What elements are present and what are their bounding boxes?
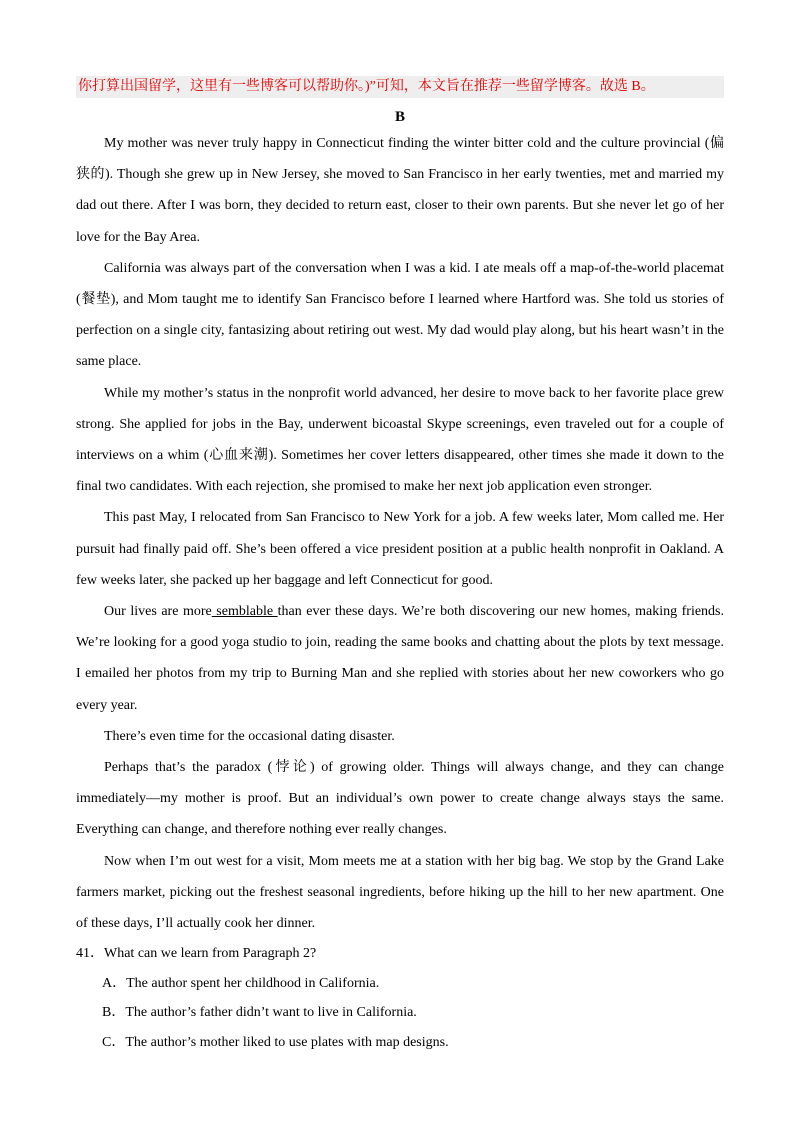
option-b: B．The author’s father didn’t want to live in California.	[102, 1005, 417, 1021]
paragraph-1: My mother was never truly happy in Connecticut finding the winter bitter cold and the culture provincial (偏狭的). Though she grew up in New Jersey, she moved to San Francisco in her early twenties, met and married my dad out there. After I was born, they decided to return east, closer to their own parents. But she never let go of her love for the Bay Area.	[76, 136, 724, 245]
paragraph-6: There’s even time for the occasional dating disaster.	[104, 728, 395, 744]
paragraph-5-start: Our lives are more	[104, 604, 212, 620]
option-c: C．The author’s mother liked to use plates with map designs.	[102, 1034, 449, 1050]
question-stem: 41．What can we learn from Paragraph 2?	[76, 946, 317, 962]
paragraph-2: California was always part of the conversation when I was a kid. I ate meals off a map-of-the-world placemat (餐垫), and Mom taught me to identify San Francisco before I learned where Hartford was. She told us stories of perfection on a single city, fantasizing about retiring out west. My dad would play along, but his heart wasn’t in the same place.	[76, 260, 724, 370]
paragraph-5-end: than ever these days. We’re both discovering our new homes, making friends. We’re looking for a good yoga studio to join, reading the same books and chatting about the plots by text message. I emailed her photos from my trip to Burning Man and she replied with stories about her new coworkers who go every year.	[76, 604, 725, 713]
paragraph-8: Now when I’m out west for a visit, Mom meets me at a station with her big bag. We stop by the Grand Lake farmers market, picking out the freshest seasonal ingredients, before hiking up the hill to her new apartment. One of these days, I’ll actually cook her dinner.	[76, 853, 724, 932]
paragraph-5	[76, 596, 724, 721]
option-a: A．The author spent her childhood in California.	[102, 975, 380, 991]
question-41	[76, 939, 724, 1057]
document-page	[76, 76, 724, 1057]
paragraph-7: Perhaps that’s the paradox (悖论) of growing older. Things will always change, and they can change immediately—my mother is proof. But an individual’s own power to create change always stays the same. Everything can change, and therefore nothing ever really changes.	[76, 760, 724, 838]
underlined-word: semblable	[211, 604, 278, 620]
paragraph-4: This past May, I relocated from San Francisco to New York for a job. A few weeks later, Mom called me. Her pursuit had finally paid off. She’s been offered a vice president position at a public health nonprofit in Oakland. A few weeks later, she packed up her baggage and left Connecticut for good.	[76, 510, 724, 588]
paragraph-3: While my mother’s status in the nonprofit world advanced, her desire to move back to her favorite place grew strong. She applied for jobs in the Bay, underwent bicoastal Skype screenings, even traveled out for a couple of interviews on a whim (心血来潮). Sometimes her cover letters disappeared, other times she made it down to the final two candidates. With each rejection, she promised to make her next job application even stronger.	[76, 385, 724, 495]
answer-explanation: 你打算出国留学，这里有一些博客可以帮助你。)”可知，本文旨在推荐一些留学博客。故选 B。	[76, 76, 724, 98]
reading-passage	[76, 128, 724, 939]
section-label: B	[394, 109, 405, 125]
